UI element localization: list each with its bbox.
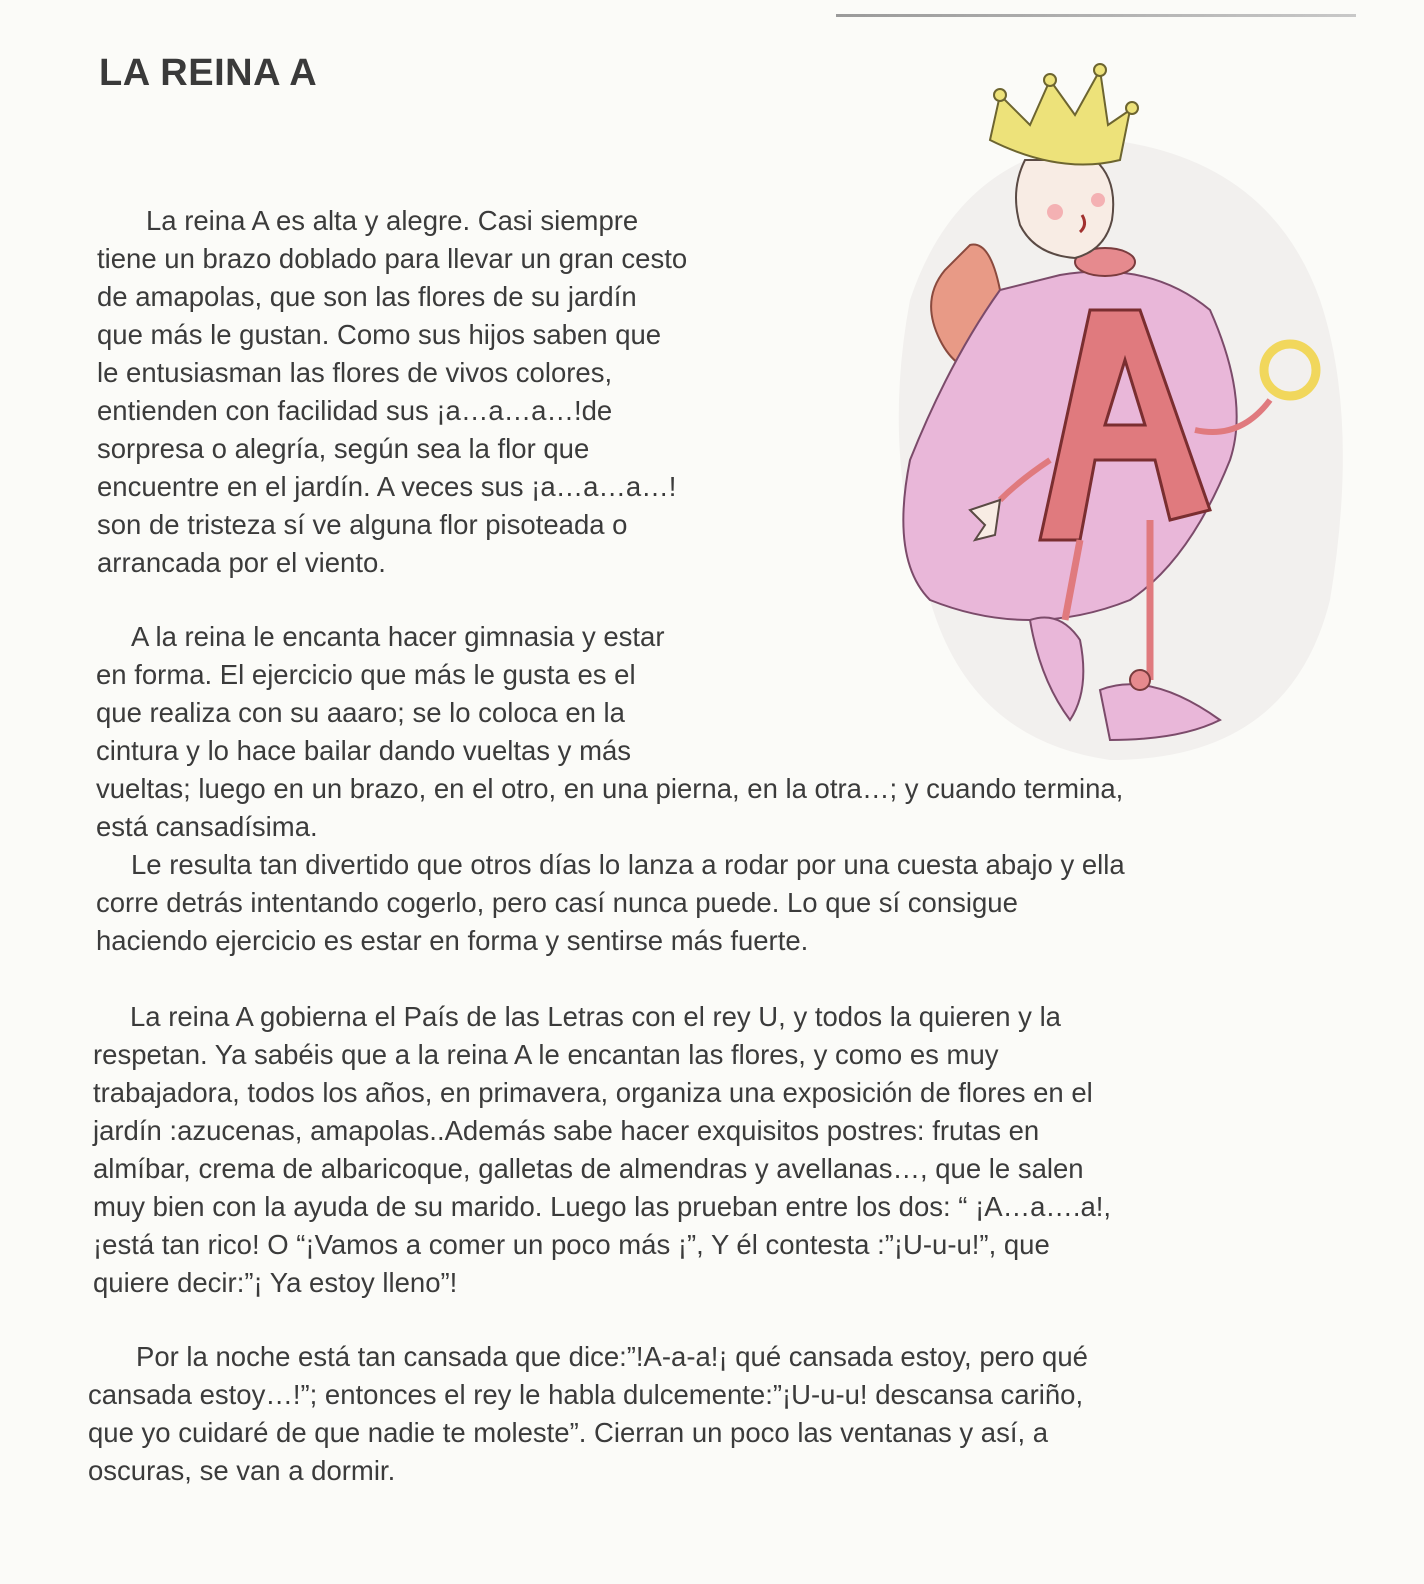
text-line: arrancada por el viento. [97,547,386,578]
text-line: que realiza con su aaaro; se lo coloca en la [96,697,625,728]
text-line: sorpresa o alegría, según sea la flor que [97,433,590,464]
queen-a-illustration-icon [850,40,1370,780]
text-line: le entusiasman las flores de vivos colores, [97,357,613,388]
page-title: LA REINA A [99,52,318,94]
text-line: que más le gustan. Como sus hijos saben que [97,319,662,350]
text-line: de amapolas, que son las flores de su jardín [97,281,637,312]
text-line: quiere decir:”¡ Ya estoy lleno”! [93,1267,458,1298]
text-line: en forma. El ejercicio que más le gusta es el [96,659,636,690]
text-line: vueltas; luego en un brazo, en el otro, en una pierna, en la otra…; y cuando termina, [96,773,1124,804]
text-line: La reina A gobierna el País de las Letras con el rey U, y todos la quieren y la [130,1001,1061,1032]
text-line: encuentre en el jardín. A veces sus ¡a…a…a…! [97,471,677,502]
text-line: ¡está tan rico! O “¡Vamos a comer un poco más ¡”, Y él contesta :”¡U-u-u!”, que [93,1229,1050,1260]
text-line: A la reina le encanta hacer gimnasia y estar [131,621,665,652]
text-line: entienden con facilidad sus ¡a…a…a…!de [97,395,613,426]
text-line: jardín :azucenas, amapolas..Además sabe hacer exquisitos postres: frutas en [93,1115,1040,1146]
text-line: son de tristeza sí ve alguna flor pisoteada o [97,509,628,540]
text-line: respetan. Ya sabéis que a la reina A le encantan las flores, y como es muy [93,1039,999,1070]
text-line: almíbar, crema de albaricoque, galletas de almendras y avellanas…, que le salen [93,1153,1084,1184]
text-line: oscuras, se van a dormir. [88,1455,396,1486]
text-line: cintura y lo hace bailar dando vueltas y más [96,735,632,766]
text-line: tiene un brazo doblado para llevar un gran cesto [97,243,688,274]
text-line: trabajadora, todos los años, en primavera, organiza una exposición de flores en el [93,1077,1093,1108]
text-line: está cansadísima. [96,811,318,842]
text-line: cansada estoy…!”; entonces el rey le habla dulcemente:”¡U-u-u! descansa cariño, [88,1379,1084,1410]
text-line: Le resulta tan divertido que otros días lo lanza a rodar por una cuesta abajo y ella [131,849,1125,880]
top-rule [836,14,1356,17]
text-line: Por la noche está tan cansada que dice:”!A-a-a!¡ qué cansada estoy, pero qué [136,1341,1088,1372]
text-line: La reina A es alta y alegre. Casi siempre [146,205,639,236]
text-line: muy bien con la ayuda de su marido. Luego las prueban entre los dos: “ ¡A…a….a!, [93,1191,1112,1222]
text-line: haciendo ejercicio es estar en forma y sentirse más fuerte. [96,925,809,956]
text-line: corre detrás intentando cogerlo, pero casí nunca puede. Lo que sí consigue [96,887,1018,918]
queen-a-illustration [850,40,1370,780]
text-line: que yo cuidaré de que nadie te moleste”. Cierran un poco las ventanas y así, a [88,1417,1049,1448]
